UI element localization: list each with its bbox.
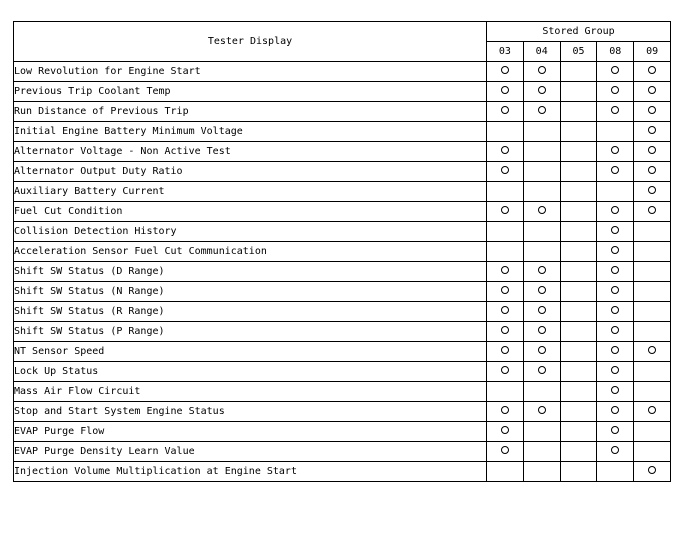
circle-icon bbox=[501, 406, 509, 414]
group-cell-09 bbox=[634, 382, 671, 402]
circle-icon bbox=[611, 166, 619, 174]
row-label: Collision Detection History bbox=[14, 222, 487, 242]
circle-icon bbox=[611, 306, 619, 314]
group-cell-03 bbox=[487, 362, 524, 382]
group-cell-09 bbox=[634, 82, 671, 102]
circle-icon bbox=[538, 366, 546, 374]
group-cell-04 bbox=[523, 142, 560, 162]
group-cell-09 bbox=[634, 402, 671, 422]
circle-icon bbox=[501, 306, 509, 314]
table-row bbox=[14, 62, 671, 82]
circle-icon bbox=[611, 346, 619, 354]
group-cell-05 bbox=[560, 442, 597, 462]
group-cell-04 bbox=[523, 362, 560, 382]
circle-icon bbox=[501, 346, 509, 354]
group-cell-03 bbox=[487, 402, 524, 422]
group-header-09: 09 bbox=[634, 42, 671, 62]
table-header bbox=[14, 22, 671, 62]
circle-icon bbox=[611, 386, 619, 394]
group-cell-05 bbox=[560, 422, 597, 442]
group-cell-03 bbox=[487, 122, 524, 142]
group-cell-08 bbox=[597, 302, 634, 322]
group-cell-05 bbox=[560, 262, 597, 282]
table-row bbox=[14, 362, 671, 382]
circle-icon bbox=[538, 206, 546, 214]
group-cell-08 bbox=[597, 142, 634, 162]
group-cell-05 bbox=[560, 282, 597, 302]
group-cell-09 bbox=[634, 162, 671, 182]
circle-icon bbox=[501, 446, 509, 454]
circle-icon bbox=[538, 406, 546, 414]
group-cell-09 bbox=[634, 282, 671, 302]
table-row bbox=[14, 202, 671, 222]
circle-icon bbox=[611, 406, 619, 414]
circle-icon bbox=[538, 106, 546, 114]
group-header-04: 04 bbox=[523, 42, 560, 62]
group-cell-05 bbox=[560, 122, 597, 142]
group-cell-04 bbox=[523, 102, 560, 122]
circle-icon bbox=[611, 426, 619, 434]
circle-icon bbox=[648, 86, 656, 94]
group-cell-08 bbox=[597, 382, 634, 402]
circle-icon bbox=[611, 146, 619, 154]
group-cell-09 bbox=[634, 422, 671, 442]
group-cell-08 bbox=[597, 362, 634, 382]
group-cell-09 bbox=[634, 142, 671, 162]
group-cell-05 bbox=[560, 322, 597, 342]
circle-icon bbox=[648, 206, 656, 214]
circle-icon bbox=[648, 106, 656, 114]
group-cell-04 bbox=[523, 162, 560, 182]
row-label: Mass Air Flow Circuit bbox=[14, 382, 487, 402]
group-cell-05 bbox=[560, 102, 597, 122]
circle-icon bbox=[648, 146, 656, 154]
table-body bbox=[14, 62, 671, 482]
group-cell-03 bbox=[487, 442, 524, 462]
circle-icon bbox=[648, 406, 656, 414]
row-label: Alternator Voltage - Non Active Test bbox=[14, 142, 487, 162]
group-cell-05 bbox=[560, 382, 597, 402]
table-row bbox=[14, 302, 671, 322]
group-cell-08 bbox=[597, 102, 634, 122]
group-cell-05 bbox=[560, 462, 597, 482]
group-cell-08 bbox=[597, 122, 634, 142]
circle-icon bbox=[648, 186, 656, 194]
row-label: EVAP Purge Flow bbox=[14, 422, 487, 442]
circle-icon bbox=[538, 346, 546, 354]
group-cell-05 bbox=[560, 302, 597, 322]
circle-icon bbox=[501, 266, 509, 274]
circle-icon bbox=[501, 66, 509, 74]
row-label: Shift SW Status (R Range) bbox=[14, 302, 487, 322]
group-cell-03 bbox=[487, 182, 524, 202]
group-cell-05 bbox=[560, 82, 597, 102]
circle-icon bbox=[648, 126, 656, 134]
group-cell-08 bbox=[597, 402, 634, 422]
stored-group-document bbox=[13, 21, 670, 482]
group-cell-08 bbox=[597, 442, 634, 462]
group-cell-08 bbox=[597, 82, 634, 102]
table-row bbox=[14, 402, 671, 422]
row-label: Alternator Output Duty Ratio bbox=[14, 162, 487, 182]
table-row bbox=[14, 322, 671, 342]
group-cell-05 bbox=[560, 242, 597, 262]
table-row bbox=[14, 342, 671, 362]
circle-icon bbox=[538, 86, 546, 94]
group-cell-03 bbox=[487, 342, 524, 362]
group-cell-05 bbox=[560, 362, 597, 382]
table-row bbox=[14, 282, 671, 302]
table-row bbox=[14, 222, 671, 242]
circle-icon bbox=[501, 206, 509, 214]
stored-group-table bbox=[13, 21, 671, 482]
group-cell-04 bbox=[523, 462, 560, 482]
table-row bbox=[14, 82, 671, 102]
row-label: NT Sensor Speed bbox=[14, 342, 487, 362]
table-row bbox=[14, 102, 671, 122]
group-cell-05 bbox=[560, 142, 597, 162]
table-row bbox=[14, 122, 671, 142]
row-label: Initial Engine Battery Minimum Voltage bbox=[14, 122, 487, 142]
group-cell-08 bbox=[597, 262, 634, 282]
group-cell-03 bbox=[487, 282, 524, 302]
group-cell-09 bbox=[634, 302, 671, 322]
group-cell-08 bbox=[597, 62, 634, 82]
row-label: Auxiliary Battery Current bbox=[14, 182, 487, 202]
group-cell-05 bbox=[560, 182, 597, 202]
circle-icon bbox=[611, 446, 619, 454]
group-cell-09 bbox=[634, 222, 671, 242]
group-cell-03 bbox=[487, 302, 524, 322]
circle-icon bbox=[611, 286, 619, 294]
circle-icon bbox=[611, 266, 619, 274]
circle-icon bbox=[611, 226, 619, 234]
group-cell-03 bbox=[487, 382, 524, 402]
circle-icon bbox=[501, 106, 509, 114]
row-label: Acceleration Sensor Fuel Cut Communication bbox=[14, 242, 487, 262]
group-cell-08 bbox=[597, 422, 634, 442]
circle-icon bbox=[611, 66, 619, 74]
circle-icon bbox=[611, 206, 619, 214]
circle-icon bbox=[648, 346, 656, 354]
circle-icon bbox=[611, 246, 619, 254]
group-cell-03 bbox=[487, 202, 524, 222]
table-row bbox=[14, 142, 671, 162]
group-cell-09 bbox=[634, 242, 671, 262]
group-cell-04 bbox=[523, 82, 560, 102]
row-label: Shift SW Status (D Range) bbox=[14, 262, 487, 282]
circle-icon bbox=[611, 86, 619, 94]
group-cell-04 bbox=[523, 302, 560, 322]
group-cell-03 bbox=[487, 322, 524, 342]
circle-icon bbox=[538, 326, 546, 334]
row-label: Shift SW Status (P Range) bbox=[14, 322, 487, 342]
table-row bbox=[14, 182, 671, 202]
table-row bbox=[14, 242, 671, 262]
circle-icon bbox=[501, 286, 509, 294]
circle-icon bbox=[501, 146, 509, 154]
group-cell-08 bbox=[597, 222, 634, 242]
group-cell-05 bbox=[560, 162, 597, 182]
group-cell-04 bbox=[523, 422, 560, 442]
table-row bbox=[14, 162, 671, 182]
group-header-05: 05 bbox=[560, 42, 597, 62]
group-cell-03 bbox=[487, 262, 524, 282]
row-label: Low Revolution for Engine Start bbox=[14, 62, 487, 82]
group-cell-04 bbox=[523, 122, 560, 142]
row-label: Lock Up Status bbox=[14, 362, 487, 382]
group-cell-04 bbox=[523, 242, 560, 262]
group-cell-09 bbox=[634, 322, 671, 342]
group-cell-04 bbox=[523, 282, 560, 302]
group-cell-04 bbox=[523, 442, 560, 462]
group-cell-03 bbox=[487, 462, 524, 482]
group-cell-05 bbox=[560, 222, 597, 242]
group-cell-03 bbox=[487, 102, 524, 122]
group-cell-04 bbox=[523, 202, 560, 222]
group-cell-04 bbox=[523, 322, 560, 342]
group-cell-08 bbox=[597, 462, 634, 482]
row-label: EVAP Purge Density Learn Value bbox=[14, 442, 487, 462]
circle-icon bbox=[501, 86, 509, 94]
table-row bbox=[14, 442, 671, 462]
circle-icon bbox=[611, 366, 619, 374]
group-cell-03 bbox=[487, 422, 524, 442]
group-cell-03 bbox=[487, 62, 524, 82]
table-row bbox=[14, 462, 671, 482]
group-cell-04 bbox=[523, 382, 560, 402]
stored-group-header: Stored Group bbox=[487, 22, 671, 42]
circle-icon bbox=[501, 366, 509, 374]
group-header-08: 08 bbox=[597, 42, 634, 62]
row-label: Injection Volume Multiplication at Engine Start bbox=[14, 462, 487, 482]
row-label: Stop and Start System Engine Status bbox=[14, 402, 487, 422]
circle-icon bbox=[648, 66, 656, 74]
circle-icon bbox=[648, 466, 656, 474]
circle-icon bbox=[501, 326, 509, 334]
group-cell-03 bbox=[487, 82, 524, 102]
header-row-top bbox=[14, 22, 671, 42]
group-cell-09 bbox=[634, 442, 671, 462]
group-cell-03 bbox=[487, 222, 524, 242]
group-cell-04 bbox=[523, 222, 560, 242]
circle-icon bbox=[538, 306, 546, 314]
group-cell-05 bbox=[560, 62, 597, 82]
group-cell-05 bbox=[560, 342, 597, 362]
table-row bbox=[14, 422, 671, 442]
group-cell-05 bbox=[560, 402, 597, 422]
group-cell-08 bbox=[597, 182, 634, 202]
group-cell-08 bbox=[597, 342, 634, 362]
group-cell-08 bbox=[597, 322, 634, 342]
group-cell-08 bbox=[597, 242, 634, 262]
circle-icon bbox=[538, 286, 546, 294]
group-cell-04 bbox=[523, 402, 560, 422]
circle-icon bbox=[611, 326, 619, 334]
group-cell-09 bbox=[634, 262, 671, 282]
group-cell-09 bbox=[634, 202, 671, 222]
group-cell-05 bbox=[560, 202, 597, 222]
row-label: Run Distance of Previous Trip bbox=[14, 102, 487, 122]
group-cell-03 bbox=[487, 162, 524, 182]
group-cell-08 bbox=[597, 202, 634, 222]
group-cell-09 bbox=[634, 462, 671, 482]
table-row bbox=[14, 262, 671, 282]
row-label: Shift SW Status (N Range) bbox=[14, 282, 487, 302]
group-cell-09 bbox=[634, 102, 671, 122]
group-header-03: 03 bbox=[487, 42, 524, 62]
group-cell-03 bbox=[487, 242, 524, 262]
group-cell-04 bbox=[523, 62, 560, 82]
circle-icon bbox=[501, 166, 509, 174]
group-cell-09 bbox=[634, 122, 671, 142]
group-cell-09 bbox=[634, 362, 671, 382]
group-cell-09 bbox=[634, 342, 671, 362]
group-cell-03 bbox=[487, 142, 524, 162]
table-row bbox=[14, 382, 671, 402]
circle-icon bbox=[538, 66, 546, 74]
group-cell-04 bbox=[523, 342, 560, 362]
circle-icon bbox=[501, 426, 509, 434]
group-cell-04 bbox=[523, 182, 560, 202]
circle-icon bbox=[538, 266, 546, 274]
group-cell-08 bbox=[597, 162, 634, 182]
group-cell-08 bbox=[597, 282, 634, 302]
row-label: Fuel Cut Condition bbox=[14, 202, 487, 222]
circle-icon bbox=[648, 166, 656, 174]
group-cell-04 bbox=[523, 262, 560, 282]
group-cell-09 bbox=[634, 182, 671, 202]
circle-icon bbox=[611, 106, 619, 114]
row-label: Previous Trip Coolant Temp bbox=[14, 82, 487, 102]
group-cell-09 bbox=[634, 62, 671, 82]
tester-display-header: Tester Display bbox=[14, 22, 487, 62]
